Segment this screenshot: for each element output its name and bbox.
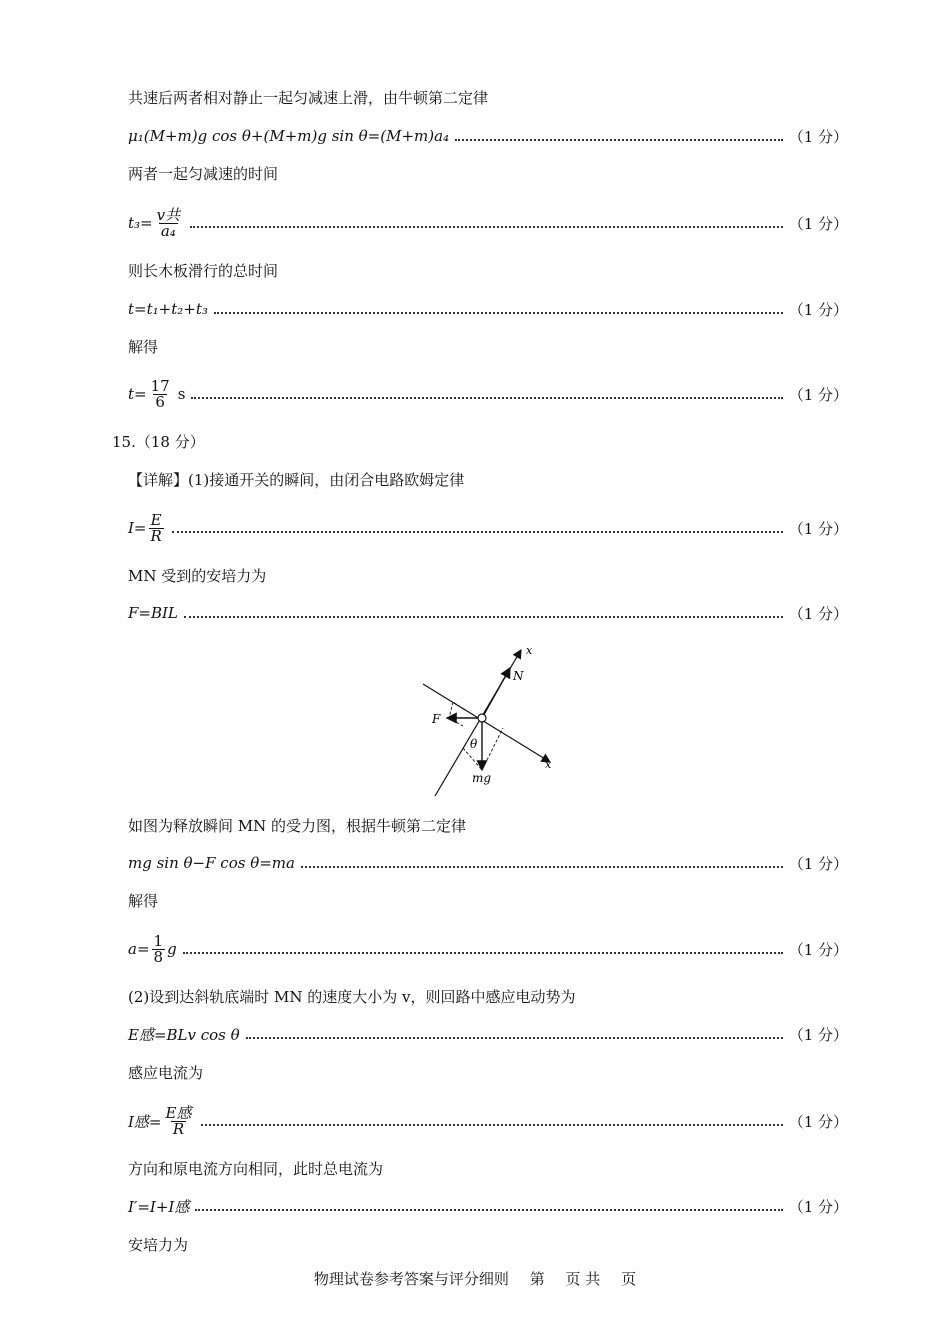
fraction-denominator: R: [150, 526, 162, 545]
score-label: （1 分）: [788, 385, 848, 404]
dashed-decomposition: [449, 702, 463, 726]
text-line: 安培力为: [128, 1236, 189, 1254]
score-label: （1 分）: [788, 127, 848, 146]
equation-row: [128, 376, 848, 412]
equation-lhs: t₃=: [128, 214, 153, 232]
fraction: [152, 931, 166, 966]
fraction-denominator: 8: [153, 947, 164, 966]
equation-rhs: g: [167, 940, 177, 958]
leader-dots: [183, 952, 783, 954]
question-number: 15.（18 分）: [112, 433, 205, 451]
fraction: [164, 1103, 194, 1138]
footer-title: 物理试卷参考答案与评分细则: [313, 1270, 509, 1288]
text-line: 解得: [128, 892, 159, 910]
score-label: （1 分）: [788, 940, 848, 959]
equation: F=BIL: [128, 604, 178, 622]
leader-dots: [201, 1124, 782, 1126]
fraction-numerator: E感: [165, 1103, 192, 1122]
score-label: （1 分）: [788, 519, 848, 538]
fraction-denominator: 6: [155, 392, 165, 411]
equation-row: [128, 205, 848, 241]
leader-dots: [214, 312, 783, 314]
equation-row: [128, 595, 848, 631]
leader-dots: [195, 1209, 782, 1211]
leader-dots: [190, 226, 783, 228]
footer-page-di: 第: [529, 1270, 545, 1288]
equation: [128, 205, 184, 240]
equation-row: [128, 510, 848, 546]
leader-dots: [184, 616, 783, 618]
score-label: （1 分）: [788, 1112, 848, 1131]
normal-force-arrow: [482, 668, 510, 718]
equation-row: [128, 931, 848, 967]
leader-dots: [191, 397, 782, 399]
fraction-numerator: 17: [150, 376, 170, 395]
score-label: （1 分）: [788, 604, 848, 623]
footer-page-ye: 页: [621, 1270, 637, 1288]
equation-row: [128, 118, 848, 154]
equation-row: [128, 1188, 848, 1224]
label-mg: mg: [472, 771, 492, 785]
score-label: （1 分）: [788, 854, 848, 873]
equation-lhs: I感=: [128, 1112, 162, 1131]
equation-lhs: t=: [128, 385, 147, 403]
fraction: [149, 376, 172, 411]
equation: I′=I+I感: [128, 1197, 190, 1216]
fraction: [155, 205, 182, 240]
text-line: 感应电流为: [128, 1064, 204, 1082]
equation: mg sin θ−F cos θ=ma: [128, 854, 295, 872]
score-label: （1 分）: [788, 1197, 848, 1216]
score-label: （1 分）: [788, 1025, 848, 1044]
equation: t=t₁+t₂+t₃: [128, 300, 208, 318]
rod-cross-section: [478, 714, 486, 722]
fraction-numerator: v共: [156, 205, 181, 224]
score-label: （1 分）: [788, 300, 848, 319]
label-F: F: [432, 712, 441, 726]
fraction: [149, 510, 164, 545]
equation-row: [128, 291, 848, 327]
equation-lhs: I=: [128, 519, 147, 537]
text-line: 则长木板滑行的总时间: [128, 262, 279, 280]
force-diagram: [415, 640, 565, 800]
equation: μ₁(M+m)g cos θ+(M+m)g sin θ=(M+m)a₄: [128, 127, 450, 145]
text-line: 方向和原电流方向相同，此时总电流为: [128, 1160, 384, 1178]
equation-lhs: a=: [128, 940, 150, 958]
text-line: (2)设到达斜轨底端时 MN 的速度大小为 v，则回路中感应电动势为: [128, 988, 576, 1006]
text-line: 两者一起匀减速的时间: [128, 165, 279, 183]
equation: [128, 1103, 195, 1138]
leader-dots: [246, 1037, 783, 1039]
equation: [128, 510, 166, 545]
fraction-numerator: 1: [153, 931, 164, 950]
dashed-decomposition: [453, 702, 465, 710]
text-line: 如图为释放瞬间 MN 的受力图，根据牛顿第二定律: [128, 817, 467, 835]
equation: [128, 376, 186, 411]
text-line: 共速后两者相对静止一起匀减速上滑，由牛顿第二定律: [128, 89, 489, 107]
text-line: 解得: [128, 338, 159, 356]
page-footer: [0, 1268, 950, 1289]
axis-label-x-top: x: [526, 644, 533, 657]
fraction-denominator: R: [172, 1119, 185, 1138]
equation-unit: s: [177, 385, 186, 403]
text-line: MN 受到的安培力为: [128, 567, 267, 585]
score-label: （1 分）: [788, 214, 848, 233]
equation-row: [128, 1103, 848, 1139]
equation-row: [128, 845, 848, 881]
dashed-decomposition: [463, 728, 503, 770]
label-N: N: [513, 669, 524, 683]
leader-dots: [172, 531, 783, 533]
incline-line: [423, 684, 550, 762]
leader-dots: [301, 866, 783, 868]
equation-row: [128, 1016, 848, 1052]
equation: [128, 931, 177, 966]
equation: E感=BLv cos θ: [128, 1025, 240, 1044]
fraction-numerator: E: [150, 510, 162, 529]
text-line: 【详解】(1)接通开关的瞬间，由闭合电路欧姆定律: [128, 471, 465, 489]
fraction-denominator: a₄: [160, 221, 176, 240]
leader-dots: [455, 139, 783, 141]
footer-page-ye-gong: 页 共: [565, 1270, 601, 1288]
label-theta: θ: [470, 737, 478, 751]
axis-label-x-right: x: [545, 758, 552, 771]
